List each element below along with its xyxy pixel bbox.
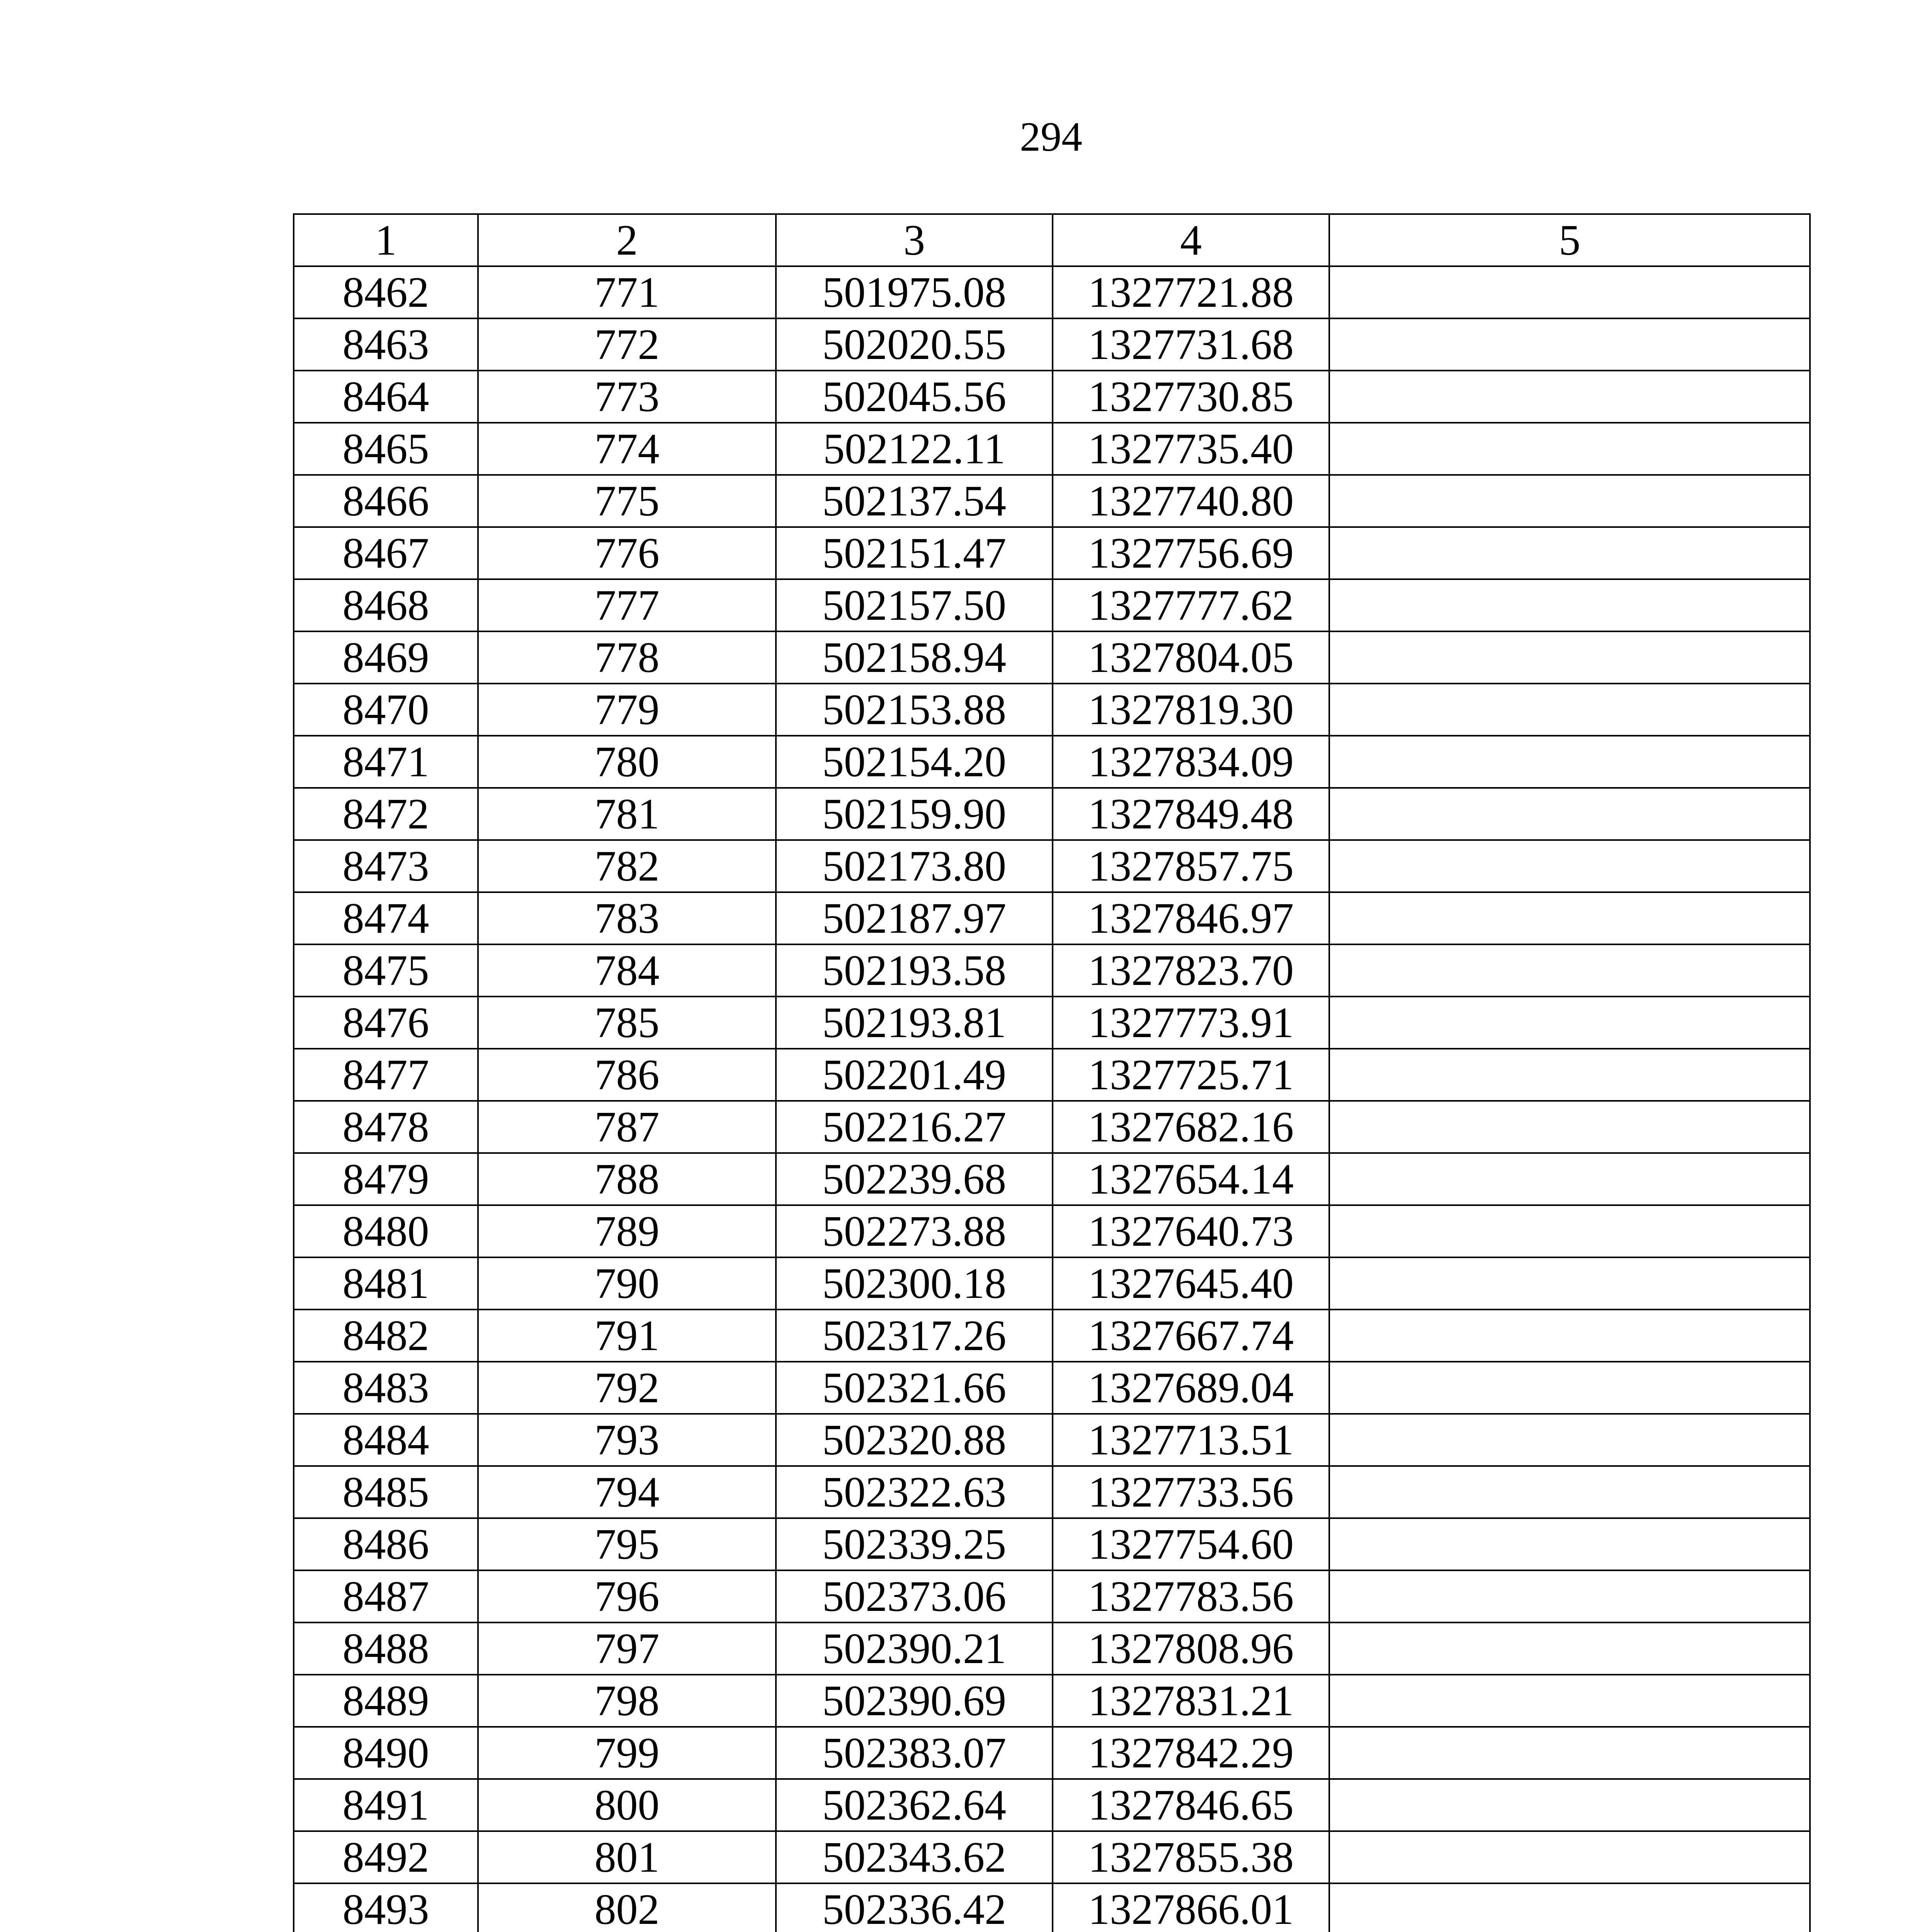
point-number-cell: 8472 <box>294 788 478 840</box>
x-coordinate-cell: 502187.97 <box>776 892 1053 944</box>
page-number: 294 <box>1020 114 1082 160</box>
point-number-cell: 8490 <box>294 1727 478 1779</box>
point-number-cell: 8467 <box>294 527 478 579</box>
y-coordinate-cell: 1327819.30 <box>1053 684 1329 736</box>
point-number-cell: 8487 <box>294 1570 478 1622</box>
point-label-cell: 777 <box>478 579 776 631</box>
point-label-cell: 772 <box>478 318 776 371</box>
x-coordinate-cell: 502390.69 <box>776 1675 1053 1727</box>
column-header: 5 <box>1329 214 1810 266</box>
table-row <box>294 997 1810 1049</box>
x-coordinate-cell: 502216.27 <box>776 1101 1053 1153</box>
y-coordinate-cell: 1327857.75 <box>1053 840 1329 892</box>
table-row <box>294 1049 1810 1101</box>
column-header: 2 <box>478 214 776 266</box>
point-label-cell: 795 <box>478 1518 776 1570</box>
column-header: 1 <box>294 214 478 266</box>
y-coordinate-cell: 1327823.70 <box>1053 944 1329 997</box>
y-coordinate-cell: 1327654.14 <box>1053 1153 1329 1205</box>
header-row <box>294 214 1810 266</box>
y-coordinate-cell: 1327640.73 <box>1053 1205 1329 1257</box>
y-coordinate-cell: 1327756.69 <box>1053 527 1329 579</box>
x-coordinate-cell: 502157.50 <box>776 579 1053 631</box>
point-number-cell: 8486 <box>294 1518 478 1570</box>
x-coordinate-cell: 502173.80 <box>776 840 1053 892</box>
point-number-cell: 8488 <box>294 1622 478 1675</box>
point-number-cell: 8484 <box>294 1414 478 1466</box>
table-row <box>294 1518 1810 1570</box>
point-number-cell: 8479 <box>294 1153 478 1205</box>
y-coordinate-cell: 1327721.88 <box>1053 266 1329 318</box>
point-number-cell: 8489 <box>294 1675 478 1727</box>
note-cell <box>1329 266 1810 318</box>
y-coordinate-cell: 1327689.04 <box>1053 1362 1329 1414</box>
x-coordinate-cell: 502193.58 <box>776 944 1053 997</box>
point-number-cell: 8492 <box>294 1831 478 1883</box>
table-row <box>294 1310 1810 1362</box>
note-cell <box>1329 892 1810 944</box>
point-label-cell: 786 <box>478 1049 776 1101</box>
table-body <box>294 214 1810 1932</box>
point-label-cell: 798 <box>478 1675 776 1727</box>
point-label-cell: 774 <box>478 423 776 475</box>
x-coordinate-cell: 502320.88 <box>776 1414 1053 1466</box>
point-label-cell: 780 <box>478 736 776 788</box>
note-cell <box>1329 527 1810 579</box>
note-cell <box>1329 1101 1810 1153</box>
note-cell <box>1329 1153 1810 1205</box>
x-coordinate-cell: 502339.25 <box>776 1518 1053 1570</box>
x-coordinate-cell: 502153.88 <box>776 684 1053 736</box>
point-number-cell: 8481 <box>294 1257 478 1310</box>
note-cell <box>1329 1622 1810 1675</box>
point-number-cell: 8493 <box>294 1883 478 1932</box>
y-coordinate-cell: 1327725.71 <box>1053 1049 1329 1101</box>
table-row <box>294 1883 1810 1932</box>
column-header: 3 <box>776 214 1053 266</box>
y-coordinate-cell: 1327804.05 <box>1053 631 1329 684</box>
point-label-cell: 785 <box>478 997 776 1049</box>
y-coordinate-cell: 1327740.80 <box>1053 475 1329 527</box>
table-row <box>294 736 1810 788</box>
note-cell <box>1329 684 1810 736</box>
table-row <box>294 1257 1810 1310</box>
point-number-cell: 8480 <box>294 1205 478 1257</box>
point-label-cell: 775 <box>478 475 776 527</box>
point-label-cell: 802 <box>478 1883 776 1932</box>
y-coordinate-cell: 1327855.38 <box>1053 1831 1329 1883</box>
table-row <box>294 1153 1810 1205</box>
point-number-cell: 8462 <box>294 266 478 318</box>
point-number-cell: 8471 <box>294 736 478 788</box>
note-cell <box>1329 1727 1810 1779</box>
x-coordinate-cell: 502239.68 <box>776 1153 1053 1205</box>
table-row <box>294 1414 1810 1466</box>
note-cell <box>1329 318 1810 371</box>
y-coordinate-cell: 1327645.40 <box>1053 1257 1329 1310</box>
table-row <box>294 788 1810 840</box>
x-coordinate-cell: 502300.18 <box>776 1257 1053 1310</box>
note-cell <box>1329 1310 1810 1362</box>
y-coordinate-cell: 1327834.09 <box>1053 736 1329 788</box>
point-number-cell: 8466 <box>294 475 478 527</box>
note-cell <box>1329 944 1810 997</box>
y-coordinate-cell: 1327731.68 <box>1053 318 1329 371</box>
x-coordinate-cell: 502154.20 <box>776 736 1053 788</box>
note-cell <box>1329 1779 1810 1831</box>
table-row <box>294 1466 1810 1518</box>
table-row <box>294 266 1810 318</box>
y-coordinate-cell: 1327866.01 <box>1053 1883 1329 1932</box>
point-number-cell: 8483 <box>294 1362 478 1414</box>
x-coordinate-cell: 502343.62 <box>776 1831 1053 1883</box>
point-label-cell: 796 <box>478 1570 776 1622</box>
y-coordinate-cell: 1327682.16 <box>1053 1101 1329 1153</box>
point-number-cell: 8474 <box>294 892 478 944</box>
table-row <box>294 1779 1810 1831</box>
point-label-cell: 799 <box>478 1727 776 1779</box>
point-label-cell: 771 <box>478 266 776 318</box>
x-coordinate-cell: 502193.81 <box>776 997 1053 1049</box>
point-number-cell: 8485 <box>294 1466 478 1518</box>
x-coordinate-cell: 502383.07 <box>776 1727 1053 1779</box>
x-coordinate-cell: 502151.47 <box>776 527 1053 579</box>
point-label-cell: 792 <box>478 1362 776 1414</box>
point-label-cell: 783 <box>478 892 776 944</box>
x-coordinate-cell: 501975.08 <box>776 266 1053 318</box>
y-coordinate-cell: 1327713.51 <box>1053 1414 1329 1466</box>
x-coordinate-cell: 502045.56 <box>776 371 1053 423</box>
point-label-cell: 794 <box>478 1466 776 1518</box>
point-number-cell: 8469 <box>294 631 478 684</box>
y-coordinate-cell: 1327730.85 <box>1053 371 1329 423</box>
note-cell <box>1329 371 1810 423</box>
point-number-cell: 8482 <box>294 1310 478 1362</box>
x-coordinate-cell: 502273.88 <box>776 1205 1053 1257</box>
note-cell <box>1329 1205 1810 1257</box>
table-row <box>294 527 1810 579</box>
point-number-cell: 8470 <box>294 684 478 736</box>
note-cell <box>1329 997 1810 1049</box>
y-coordinate-cell: 1327846.65 <box>1053 1779 1329 1831</box>
table-row <box>294 684 1810 736</box>
note-cell <box>1329 1518 1810 1570</box>
note-cell <box>1329 475 1810 527</box>
y-coordinate-cell: 1327777.62 <box>1053 579 1329 631</box>
point-number-cell: 8478 <box>294 1101 478 1153</box>
point-label-cell: 797 <box>478 1622 776 1675</box>
x-coordinate-cell: 502159.90 <box>776 788 1053 840</box>
note-cell <box>1329 788 1810 840</box>
y-coordinate-cell: 1327773.91 <box>1053 997 1329 1049</box>
y-coordinate-cell: 1327846.97 <box>1053 892 1329 944</box>
point-label-cell: 773 <box>478 371 776 423</box>
y-coordinate-cell: 1327733.56 <box>1053 1466 1329 1518</box>
table-row <box>294 1622 1810 1675</box>
y-coordinate-cell: 1327849.48 <box>1053 788 1329 840</box>
x-coordinate-cell: 502158.94 <box>776 631 1053 684</box>
table-row <box>294 944 1810 997</box>
point-number-cell: 8476 <box>294 997 478 1049</box>
point-number-cell: 8477 <box>294 1049 478 1101</box>
x-coordinate-cell: 502322.63 <box>776 1466 1053 1518</box>
table-row <box>294 1570 1810 1622</box>
point-label-cell: 789 <box>478 1205 776 1257</box>
x-coordinate-cell: 502020.55 <box>776 318 1053 371</box>
x-coordinate-cell: 502373.06 <box>776 1570 1053 1622</box>
table-row <box>294 1727 1810 1779</box>
point-label-cell: 788 <box>478 1153 776 1205</box>
y-coordinate-cell: 1327667.74 <box>1053 1310 1329 1362</box>
note-cell <box>1329 631 1810 684</box>
point-number-cell: 8475 <box>294 944 478 997</box>
x-coordinate-cell: 502317.26 <box>776 1310 1053 1362</box>
point-number-cell: 8464 <box>294 371 478 423</box>
point-label-cell: 801 <box>478 1831 776 1883</box>
y-coordinate-cell: 1327754.60 <box>1053 1518 1329 1570</box>
table-row <box>294 892 1810 944</box>
table-row <box>294 1205 1810 1257</box>
note-cell <box>1329 1466 1810 1518</box>
x-coordinate-cell: 502137.54 <box>776 475 1053 527</box>
point-label-cell: 782 <box>478 840 776 892</box>
x-coordinate-cell: 502390.21 <box>776 1622 1053 1675</box>
point-label-cell: 781 <box>478 788 776 840</box>
note-cell <box>1329 1414 1810 1466</box>
note-cell <box>1329 1831 1810 1883</box>
table-row <box>294 371 1810 423</box>
table-row <box>294 1675 1810 1727</box>
table-row <box>294 840 1810 892</box>
coordinates-table <box>293 213 1811 1932</box>
point-label-cell: 784 <box>478 944 776 997</box>
column-header: 4 <box>1053 214 1329 266</box>
x-coordinate-cell: 502201.49 <box>776 1049 1053 1101</box>
x-coordinate-cell: 502362.64 <box>776 1779 1053 1831</box>
note-cell <box>1329 1570 1810 1622</box>
note-cell <box>1329 1883 1810 1932</box>
table-row <box>294 318 1810 371</box>
point-number-cell: 8491 <box>294 1779 478 1831</box>
point-number-cell: 8473 <box>294 840 478 892</box>
table-row <box>294 423 1810 475</box>
y-coordinate-cell: 1327783.56 <box>1053 1570 1329 1622</box>
y-coordinate-cell: 1327808.96 <box>1053 1622 1329 1675</box>
note-cell <box>1329 736 1810 788</box>
point-number-cell: 8463 <box>294 318 478 371</box>
point-label-cell: 790 <box>478 1257 776 1310</box>
x-coordinate-cell: 502122.11 <box>776 423 1053 475</box>
point-label-cell: 779 <box>478 684 776 736</box>
note-cell <box>1329 840 1810 892</box>
note-cell <box>1329 1675 1810 1727</box>
table-row <box>294 1101 1810 1153</box>
point-number-cell: 8468 <box>294 579 478 631</box>
note-cell <box>1329 1049 1810 1101</box>
y-coordinate-cell: 1327831.21 <box>1053 1675 1329 1727</box>
table-row <box>294 579 1810 631</box>
note-cell <box>1329 579 1810 631</box>
table-row <box>294 1831 1810 1883</box>
point-label-cell: 793 <box>478 1414 776 1466</box>
table-row <box>294 1362 1810 1414</box>
table-row <box>294 475 1810 527</box>
note-cell <box>1329 1362 1810 1414</box>
point-number-cell: 8465 <box>294 423 478 475</box>
point-label-cell: 778 <box>478 631 776 684</box>
point-label-cell: 791 <box>478 1310 776 1362</box>
x-coordinate-cell: 502336.42 <box>776 1883 1053 1932</box>
note-cell <box>1329 1257 1810 1310</box>
x-coordinate-cell: 502321.66 <box>776 1362 1053 1414</box>
y-coordinate-cell: 1327842.29 <box>1053 1727 1329 1779</box>
table-row <box>294 631 1810 684</box>
point-label-cell: 787 <box>478 1101 776 1153</box>
y-coordinate-cell: 1327735.40 <box>1053 423 1329 475</box>
point-label-cell: 776 <box>478 527 776 579</box>
point-label-cell: 800 <box>478 1779 776 1831</box>
note-cell <box>1329 423 1810 475</box>
